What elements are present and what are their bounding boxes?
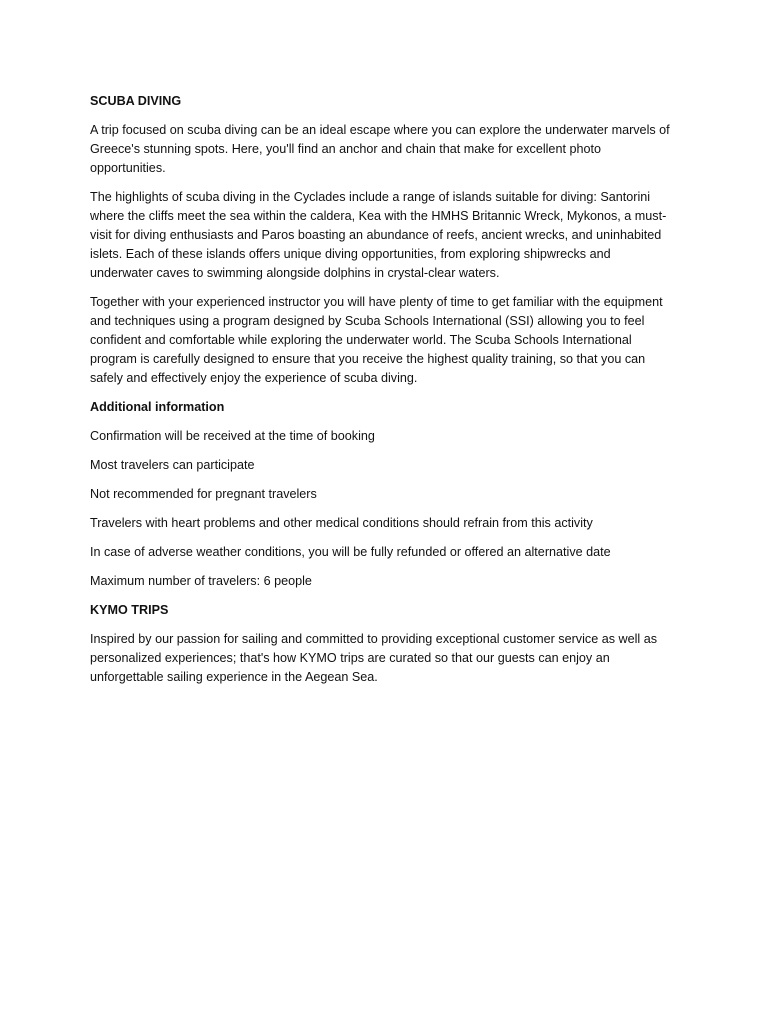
section-heading-additional-information: Additional information [90, 400, 225, 414]
info-item: In case of adverse weather conditions, you will be fully refunded or offered an alternative date [90, 545, 611, 559]
section-heading-scuba-diving: SCUBA DIVING [90, 94, 182, 108]
info-item: Most travelers can participate [90, 458, 255, 472]
document-page [90, 92, 674, 697]
info-item: Not recommended for pregnant travelers [90, 487, 317, 501]
info-item: Confirmation will be received at the time of booking [90, 429, 375, 443]
scuba-intro-paragraph: A trip focused on scuba diving can be an ideal escape where you can explore the underwater marvels of Greece's stunning spots. Here, you'll find an anchor and chain that make for excellent photo opportunities. [90, 123, 670, 175]
info-item: Maximum number of travelers: 6 people [90, 574, 312, 588]
section-heading-kymo-trips: KYMO TRIPS [90, 603, 169, 617]
scuba-instructor-paragraph: Together with your experienced instructor you will have plenty of time to get familiar with the equipment and techniques using a program designed by Scuba Schools International (SSI) allowing you to feel confident and comfortable while exploring the underwater world. The Scuba Schools International program is carefully designed to ensure that you receive the highest quality training, so that you can safely and effectively enjoy the experience of scuba diving. [90, 295, 663, 385]
scuba-highlights-paragraph: The highlights of scuba diving in the Cyclades include a range of islands suitable for diving: Santorini where the cliffs meet the sea within the caldera, Kea with the HMHS Britannic Wreck, Mykonos, a must-visit for diving enthusiasts and Paros boasting an abundance of reefs, ancient wrecks, and uninhabited islets. Each of these islands offers unique diving opportunities, from exploring shipwrecks and underwater caves to swimming alongside dolphins in crystal-clear waters. [90, 190, 667, 280]
kymo-paragraph: Inspired by our passion for sailing and committed to providing exceptional customer service as well as personalized experiences; that's how KYMO trips are curated so that our guests can enjoy an unforgettable sailing experience in the Aegean Sea. [90, 632, 657, 684]
info-item: Travelers with heart problems and other medical conditions should refrain from this activity [90, 516, 593, 530]
